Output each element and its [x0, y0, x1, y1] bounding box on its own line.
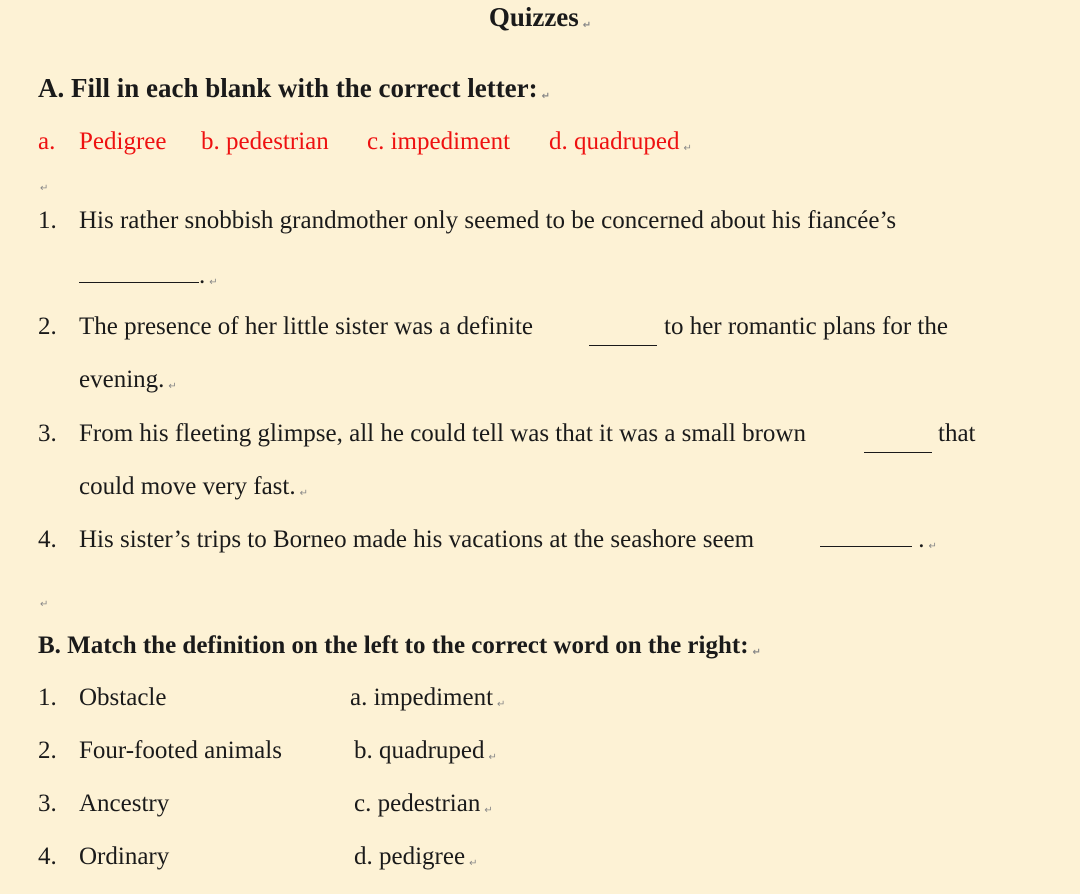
page-title-text: Quizzes	[488, 2, 579, 32]
section-b-heading-text: B. Match the definition on the left to the correct word on the right:	[38, 632, 749, 659]
question-2-line2-text: evening.	[79, 366, 165, 393]
match-right-c	[354, 790, 493, 818]
question-3-line2	[79, 473, 308, 501]
match-right-d	[354, 843, 477, 871]
question-1-text: His rather snobbish grandmother only seemed to be concerned about his fiancée’s	[79, 207, 897, 234]
question-1-blank	[79, 281, 199, 283]
match-right-c-text: c. pedestrian	[354, 790, 481, 817]
paragraph-mark-icon: ↵	[209, 277, 218, 288]
paragraph-mark-icon: ↵	[582, 20, 592, 31]
paragraph-mark-icon: ↵	[484, 805, 493, 816]
match-right-d-text: d. pedigree	[354, 843, 466, 870]
option-d-text: d. quadruped	[549, 128, 680, 155]
question-2-blank	[589, 333, 657, 351]
paragraph-mark-icon: ↵	[752, 647, 761, 658]
page-title	[0, 2, 1080, 33]
option-c: c. impediment	[367, 128, 511, 155]
question-4-text-before: His sister’s trips to Borneo made his vacations at the seashore seem	[79, 526, 755, 553]
paragraph-mark-icon: ↵	[40, 183, 49, 194]
question-2-line2	[79, 366, 177, 394]
paragraph-mark-icon: ↵	[541, 91, 551, 102]
match-left-3-text: Ancestry	[79, 790, 170, 817]
paragraph-mark-icon: ↵	[497, 699, 506, 710]
option-b: b. pedestrian	[201, 128, 329, 155]
empty-paragraph	[40, 176, 48, 194]
paragraph-mark-icon: ↵	[469, 858, 478, 869]
paragraph-mark-icon: ↵	[488, 752, 497, 763]
question-3-blank	[864, 440, 932, 458]
question-4-tail	[820, 526, 937, 554]
match-left-3-number: 3.	[38, 790, 57, 817]
paragraph-mark-icon: ↵	[928, 541, 937, 552]
paragraph-mark-icon: ↵	[40, 599, 49, 610]
section-a-heading-text: A. Fill in each blank with the correct letter:	[38, 73, 538, 103]
question-2-text-after: to her romantic plans for the	[664, 313, 948, 340]
option-a-word: Pedigree	[79, 128, 167, 155]
match-right-b	[354, 737, 497, 765]
option-a-letter: a.	[38, 128, 56, 155]
question-3-line2-text: could move very fast.	[79, 473, 296, 500]
match-left-2-text: Four-footed animals	[79, 737, 282, 764]
question-4-blank	[820, 545, 912, 547]
paragraph-mark-icon: ↵	[683, 143, 692, 154]
empty-paragraph	[40, 592, 48, 610]
option-d	[549, 128, 692, 156]
question-4-number: 4.	[38, 526, 57, 553]
match-right-b-text: b. quadruped	[354, 737, 485, 764]
question-1-number: 1.	[38, 207, 57, 234]
question-3-number: 3.	[38, 420, 57, 447]
question-3-text-before: From his fleeting glimpse, all he could tell was that it was a small brown	[79, 420, 806, 447]
paragraph-mark-icon: ↵	[299, 488, 308, 499]
match-right-a	[350, 684, 505, 712]
question-1-end: .	[199, 262, 206, 289]
question-2-text-before: The presence of her little sister was a definite	[79, 313, 533, 340]
section-b-heading	[38, 632, 761, 660]
question-4-end: .	[918, 526, 925, 553]
paragraph-mark-icon: ↵	[168, 381, 177, 392]
question-3-text-after: that	[938, 420, 976, 447]
section-a-heading	[38, 73, 550, 104]
match-left-4-text: Ordinary	[79, 843, 170, 870]
question-1-line2	[79, 262, 218, 290]
question-3-blank-line	[864, 451, 932, 453]
match-left-1-number: 1.	[38, 684, 57, 711]
match-left-2-number: 2.	[38, 737, 57, 764]
match-right-a-text: a. impediment	[350, 684, 494, 711]
match-left-4-number: 4.	[38, 843, 57, 870]
question-2-number: 2.	[38, 313, 57, 340]
match-left-1-text: Obstacle	[79, 684, 167, 711]
question-2-blank-line	[589, 344, 657, 346]
